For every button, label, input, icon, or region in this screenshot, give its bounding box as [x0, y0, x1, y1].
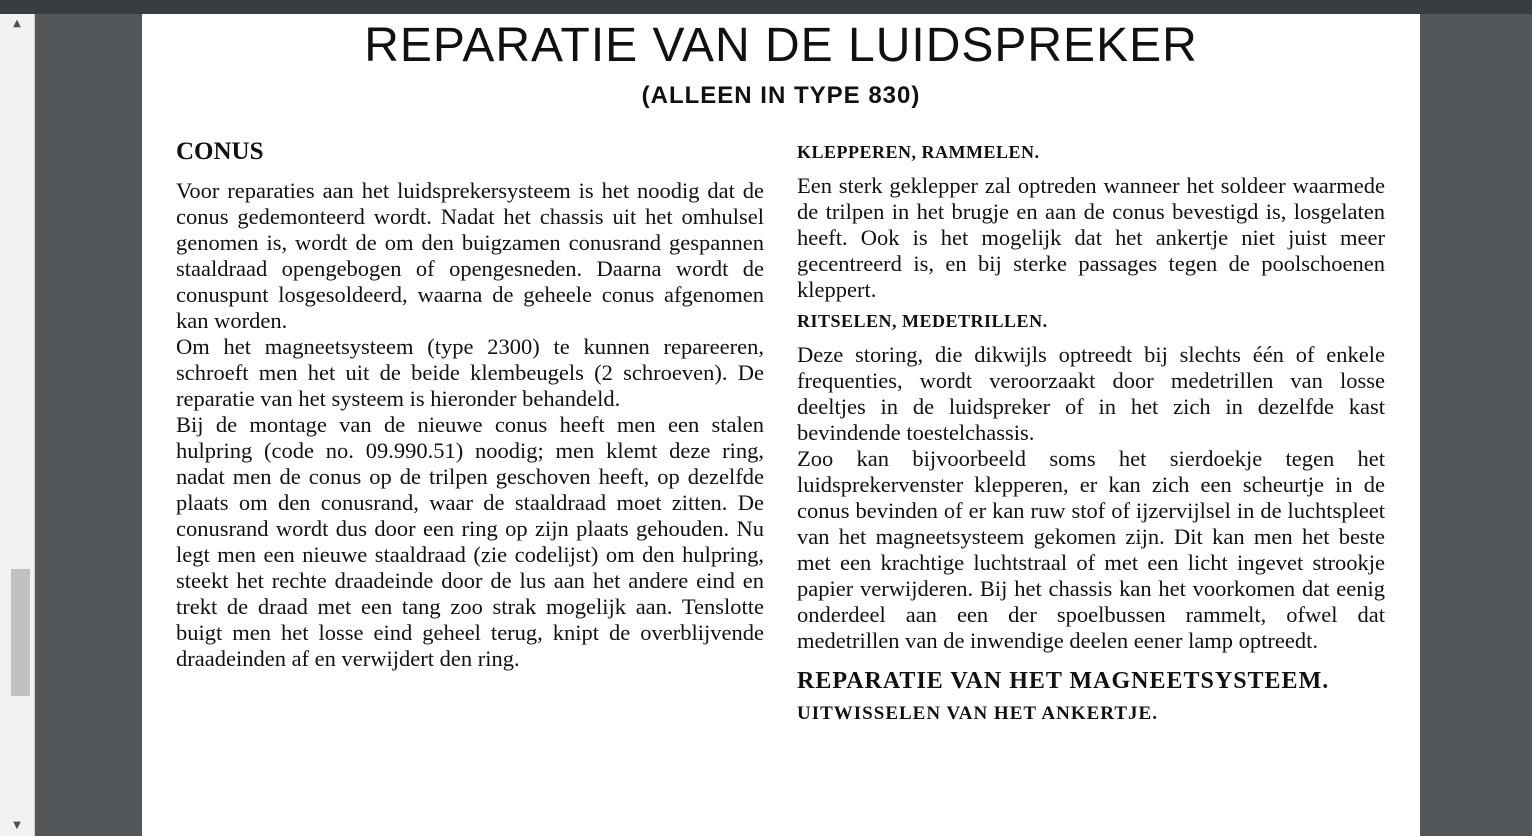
paragraph: Voor reparaties aan het luidsprekersysteem is het noodig dat de conus gedemonteerd wordt. Nadat het chassis uit het omhulsel genomen is, wordt de om den buigzamen conusrand gespannen staaldraad opengebogen of opengesneden. Daarna wordt de conuspunt losgesoldeerd, waarna de geheele conus afgenomen kan worden.	[176, 178, 764, 333]
sub-heading-ankertje: UITWISSELEN VAN HET ANKERTJE.	[797, 703, 1158, 724]
right-column	[797, 142, 1385, 725]
scrollbar-thumb[interactable]	[11, 569, 30, 696]
major-heading-magneetsysteem: REPARATIE VAN HET MAGNEETSYSTEEM.	[797, 668, 1330, 694]
paragraph: Een sterk geklepper zal optreden wanneer het soldeer waarmede de trilpen in het brugje en aan de conus bevestigd is, losgelaten heeft. Ook is het mogelijk dat het ankertje niet juist meer gecentreerd is, en bij sterke passages tegen de poolschoenen kleppert.	[797, 173, 1385, 302]
section-heading-ritselen: RITSELEN, MEDETRILLEN.	[797, 311, 1048, 331]
scroll-up-icon[interactable]: ▲	[13, 18, 21, 29]
paragraph: Bij de montage van de nieuwe conus heeft men een stalen hulpring (code no. 09.990.51) noodig; men klemt deze ring, nadat men de conus op de trilpen geschoven heeft, op dezelfde plaats om den conusrand, waar de staaldraad moet zitten. De conusrand wordt dus door een ring op zijn plaats gehouden. Nu legt men een nieuwe staaldraad (zie codelijst) om den hulpring, steekt het rechte draadeinde door de lus aan het andere eind en trekt de draad met een tang zoo strak mogelijk aan. Tenslotte buigt men het losse eind geheel terug, knipt de overblijvende draadeinden af en verwijdert den ring.	[176, 412, 764, 671]
page-subtitle: (ALLEEN IN TYPE 830)	[641, 82, 921, 109]
page-title: REPARATIE VAN DE LUIDSPREKER	[364, 19, 1198, 72]
left-column	[176, 138, 764, 672]
scroll-down-icon[interactable]: ▼	[13, 820, 21, 831]
paragraph: Deze storing, die dikwijls optreedt bij slechts één of enkele frequenties, wordt veroorzaakt door medetrillen van losse deeltjes in de luidspreker of in het zich in dezelfde kast bevindende toestelchassis.	[797, 342, 1385, 445]
document-page	[142, 14, 1420, 836]
viewer-top-bar	[0, 0, 1532, 14]
paragraph: Zoo kan bijvoorbeeld soms het sierdoekje tegen het luidsprekervenster klepperen, er kan zich een scheurtje in de conus bevinden of er kan ruw stof of ijzervijlsel in de luchtspleet van het magneetsysteem gekomen zijn. Dit kan men het beste met een krachtige luchtstraal of met een licht ingevet strookje papier verwijderen. Bij het chassis kan het voorkomen dat eenig onderdeel aan een der spoelbussen rammelt, ofwel dat medetrillen van de inwendige deelen eener lamp optreedt.	[797, 446, 1385, 653]
section-heading-conus: CONUS	[176, 138, 264, 165]
vertical-scrollbar[interactable]	[0, 14, 35, 836]
paragraph: Om het magneetsysteem (type 2300) te kunnen repareeren, schroeft men het uit de beide klembeugels (2 schroeven). De reparatie van het systeem is hieronder behandeld.	[176, 334, 764, 411]
section-heading-kLepperen: KLEPPEREN, RAMMELEN.	[797, 142, 1040, 162]
